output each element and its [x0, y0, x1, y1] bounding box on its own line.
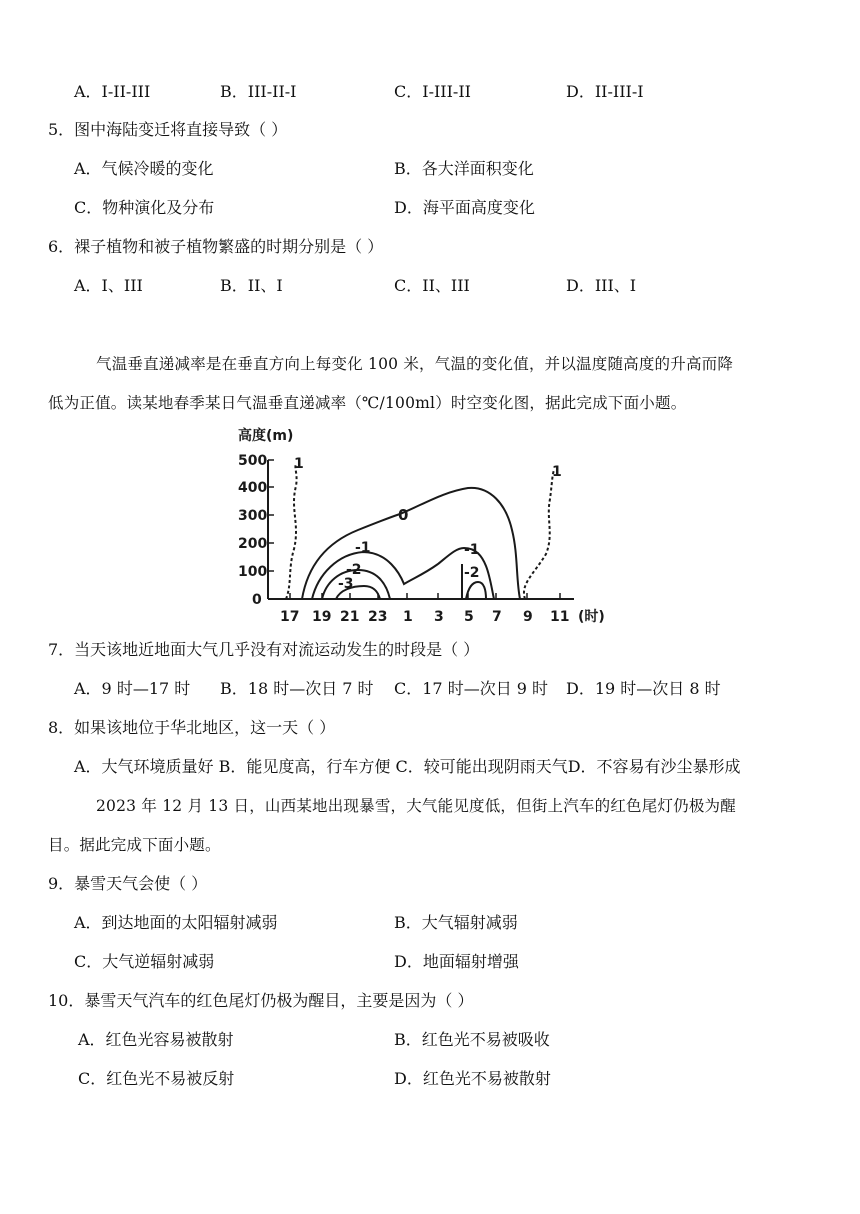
contour-label-neg3: -3 — [338, 576, 354, 592]
q9-option-b: B．大气辐射减弱 — [394, 913, 518, 932]
passage2-line2: 目。据此完成下面小题。 — [48, 836, 221, 854]
q10-option-a: A．红色光容易被散射 — [78, 1030, 234, 1049]
q7-option-c: C．17 时—次日 9 时 — [394, 679, 549, 698]
y-axis-label: 高度(m) — [238, 428, 294, 444]
passage1-line1: 气温垂直递减率是在垂直方向上每变化 100 米，气温的变化值，并以温度随高度的升高而降 — [96, 355, 734, 373]
q6-option-d: D．III、I — [566, 276, 637, 295]
x-axis-label: (时) — [578, 609, 605, 625]
y-tick-300: 300 — [238, 508, 268, 524]
x-tick-9: 9 — [523, 609, 533, 625]
q7-option-a: A．9 时—17 时 — [74, 679, 191, 698]
y-tick-400: 400 — [238, 480, 268, 496]
q9-stem: 9．暴雪天气会使（ ） — [48, 874, 208, 893]
q10-option-d: D．红色光不易被散射 — [394, 1069, 551, 1088]
contour-1-right — [524, 470, 554, 599]
contour-label-neg2-right: -2 — [464, 565, 480, 581]
contour-label-1-left: 1 — [294, 456, 304, 472]
q7-option-b: B．18 时—次日 7 时 — [220, 679, 374, 698]
q8-options: A．大气环境质量好 B．能见度高，行车方便 C．较可能出现阴雨天气D．不容易有沙尘暴形成 — [74, 757, 741, 776]
q6-stem: 6．裸子植物和被子植物繁盛的时期分别是（ ） — [48, 237, 384, 256]
q6-option-a: A．I、III — [74, 276, 143, 295]
q5-option-a: A．气候冷暖的变化 — [74, 159, 214, 178]
contour-label-1-right: 1 — [552, 464, 562, 480]
q5-stem: 5．图中海陆变迁将直接导致（ ） — [48, 120, 288, 139]
q5-option-d: D．海平面高度变化 — [394, 198, 535, 217]
q10-option-b: B．红色光不易被吸收 — [394, 1030, 550, 1049]
q8-stem: 8．如果该地位于华北地区，这一天（ ） — [48, 718, 336, 737]
x-tick-5: 5 — [464, 609, 474, 625]
lapse-rate-contour-chart — [228, 424, 612, 630]
contour-0 — [302, 488, 520, 599]
q5-option-b: B．各大洋面积变化 — [394, 159, 534, 178]
q7-stem: 7．当天该地近地面大气几乎没有对流运动发生的时段是（ ） — [48, 640, 480, 659]
x-tick-23: 23 — [368, 609, 388, 625]
q9-option-a: A．到达地面的太阳辐射减弱 — [74, 913, 278, 932]
x-tick-1: 1 — [403, 609, 413, 625]
y-tick-100: 100 — [238, 564, 268, 580]
q10-option-c: C．红色光不易被反射 — [78, 1069, 235, 1088]
q6-option-b: B．II、I — [220, 276, 283, 295]
y-tick-200: 200 — [238, 536, 268, 552]
contour-1-left — [286, 464, 297, 599]
passage2-line1: 2023 年 12 月 13 日，山西某地出现暴雪，大气能见度低，但街上汽车的红色尾灯仍极为醒 — [96, 797, 736, 815]
x-tick-19: 19 — [312, 609, 332, 625]
y-tick-500: 500 — [238, 453, 268, 469]
q4-option-a: A．I-II-III — [74, 82, 151, 101]
q4-option-b: B．III-II-I — [220, 82, 297, 101]
x-tick-7: 7 — [492, 609, 502, 625]
x-tick-11: 11 — [550, 609, 570, 625]
q5-option-c: C．物种演化及分布 — [74, 198, 215, 217]
q9-option-c: C．大气逆辐射减弱 — [74, 952, 215, 971]
x-tick-17: 17 — [280, 609, 300, 625]
q4-option-d: D．II-III-I — [566, 82, 644, 101]
x-tick-3: 3 — [434, 609, 444, 625]
contour-label-neg1-right: -1 — [464, 542, 480, 558]
passage1-line2: 低为正值。读某地春季某日气温垂直递减率（℃/100ml）时空变化图，据此完成下面小题。 — [48, 394, 687, 412]
q9-option-d: D．地面辐射增强 — [394, 952, 519, 971]
q10-stem: 10．暴雪天气汽车的红色尾灯仍极为醒目，主要是因为（ ） — [48, 991, 474, 1010]
contour-label-neg1-left: -1 — [355, 540, 371, 556]
q7-option-d: D．19 时—次日 8 时 — [566, 679, 721, 698]
q6-option-c: C．II、III — [394, 276, 470, 295]
contour-label-neg2-left: -2 — [346, 562, 362, 578]
contour-neg2-right — [466, 582, 486, 599]
x-tick-21: 21 — [340, 609, 360, 625]
contour-label-0: 0 — [398, 506, 409, 524]
q4-option-c: C．I-III-II — [394, 82, 471, 101]
y-tick-0: 0 — [252, 592, 262, 608]
